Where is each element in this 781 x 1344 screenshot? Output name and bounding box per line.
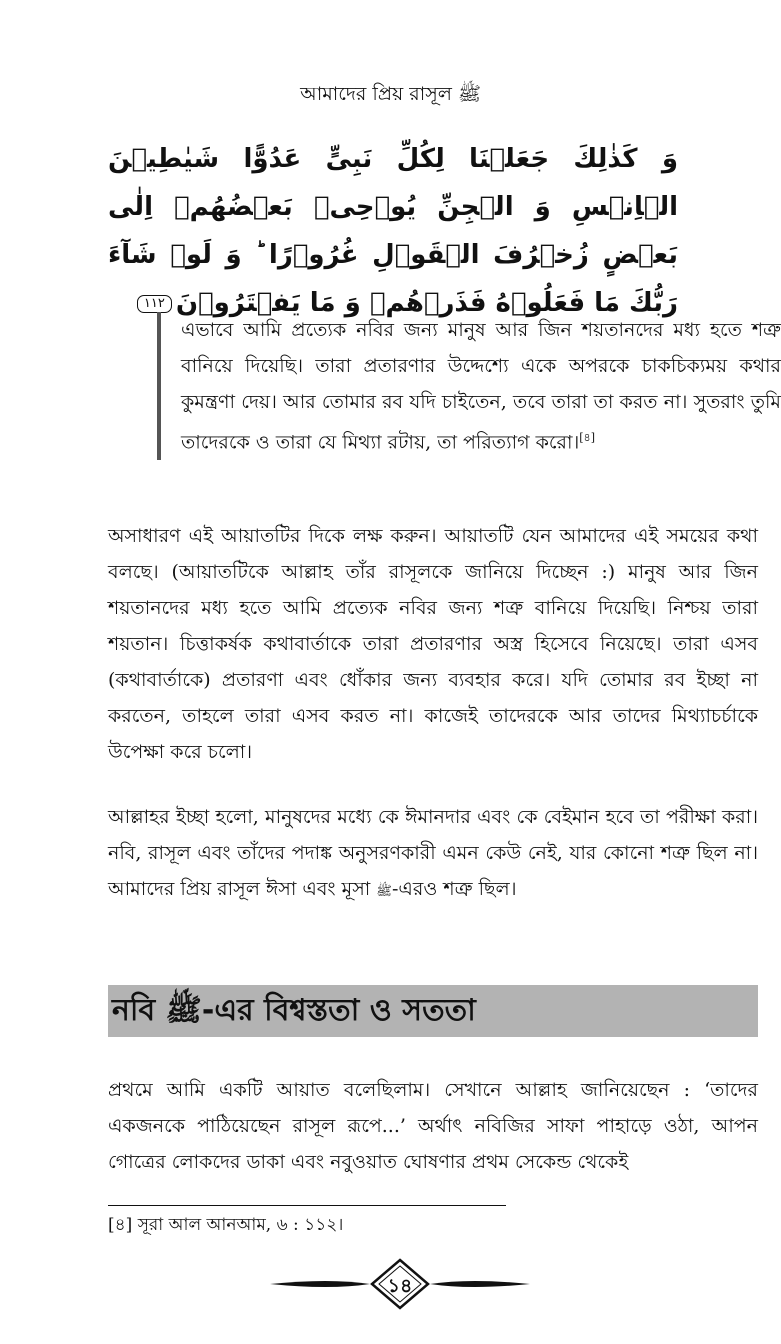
verse-number-marker: ١١٢ xyxy=(137,295,172,313)
running-title: আমাদের প্রিয় রাসূল ﷺ xyxy=(300,83,481,105)
section-heading: নবি ﷺ-এর বিশ্বস্ততা ও সততা xyxy=(108,985,758,1037)
footnote: [৪] সূরা আল আনআম, ৬ : ১১২। xyxy=(108,1215,344,1235)
body-paragraph-2 xyxy=(108,799,758,910)
arabic-verse-text: وَ كَذٰلِكَ جَعَلۡنَا لِكُلِّ نَبِیٍّ عَدُوًّا شَیٰطِیۡنَ الۡاِنۡسِ وَ الۡجِنِّ یُوۡحِیۡ بَعۡضُهُمۡ اِلٰی بَعۡضٍ زُخۡرُفَ الۡقَوۡلِ غُرُوۡرًا ؕ وَ لَوۡ شَآءَ رَبُّكَ مَا فَعَلُوۡهُ فَذَرۡهُمۡ وَ مَا یَفۡتَرُوۡنَ xyxy=(108,144,678,318)
translation-quote xyxy=(157,312,781,460)
arabic-verse xyxy=(108,135,678,327)
body-paragraph-3: প্রথমে আমি একটি আয়াত বলেছিলাম। সেখানে আল্লাহ জানিয়েছেন : ‘তাদের একজনকে পাঠিয়েছেন রাসূল রূপে...’ অর্থাৎ নবিজির সাফা পাহাড়ে ওঠা, আপন গোত্রের লোকদের ডাকা এবং নবুওয়াত ঘোষণার প্রথম সেকেন্ড থেকেই xyxy=(108,1079,758,1173)
paragraph-2-text: আল্লাহর ইচ্ছা হলো, মানুষদের মধ্যে কে ঈমানদার এবং কে বেইমান হবে তা পরীক্ষা করা। নবি, রাসূল এবং তাঁদের পদাঙ্ক অনুসরণকারী এমন কেউ নেই, যার কোনো শত্রু ছিল না। আমাদের প্রিয় রাসূল ঈসা এবং মূসা xyxy=(108,806,758,900)
translation-text: এভাবে আমি প্রত্যেক নবির জন্য মানুষ আর জিন শয়তানদের মধ্য হতে শত্রু বানিয়ে দিয়েছি। তারা প্রতারণার উদ্দেশ্যে একে অপরকে চাকচিক্যময় কথার কুমন্ত্রণা দেয়। আর তোমার রব যদি চাইতেন, তবে তারা তা করত না। সুতরাং তুমি তাদেরকে ও তারা যে মিথ্যা রটায়, তা পরিত্যাগ করো। xyxy=(181,319,781,454)
footnote-reference: [৪] xyxy=(579,431,595,444)
page-number: ১৪ xyxy=(387,1275,413,1297)
paragraph-2-ending: -এরও শত্রু ছিল। xyxy=(392,878,517,900)
footnote-divider xyxy=(108,1205,506,1206)
body-paragraph-1: অসাধারণ এই আয়াতটির দিকে লক্ষ করুন। আয়াতটি যেন আমাদের এই সময়ের কথা বলছে। (আয়াতটিকে আল্লাহ তাঁর রাসূলকে জানিয়ে দিচ্ছেন :) মানুষ আর জিন শয়তানদের মধ্য হতে আমি প্রত্যেক নবির জন্য শত্রু বানিয়ে দিয়েছি। নিশ্চয় তারা শয়তান। চিত্তাকর্ষক কথাবার্তাকে তারা প্রতারণার অস্ত্র হিসেবে নিয়েছে। তারা এসব (কথাবার্তাকে) প্রতারণা এবং ধোঁকার জন্য ব্যবহার করে। যদি তোমার রব ইচ্ছা না করতেন, তাহলে তারা এসব করত না। কাজেই তাদেরকে আর তাদের মিথ্যাচর্চাকে উপেক্ষা করে চলো। xyxy=(108,525,758,763)
salutation-glyph: ﷺ xyxy=(376,884,393,899)
